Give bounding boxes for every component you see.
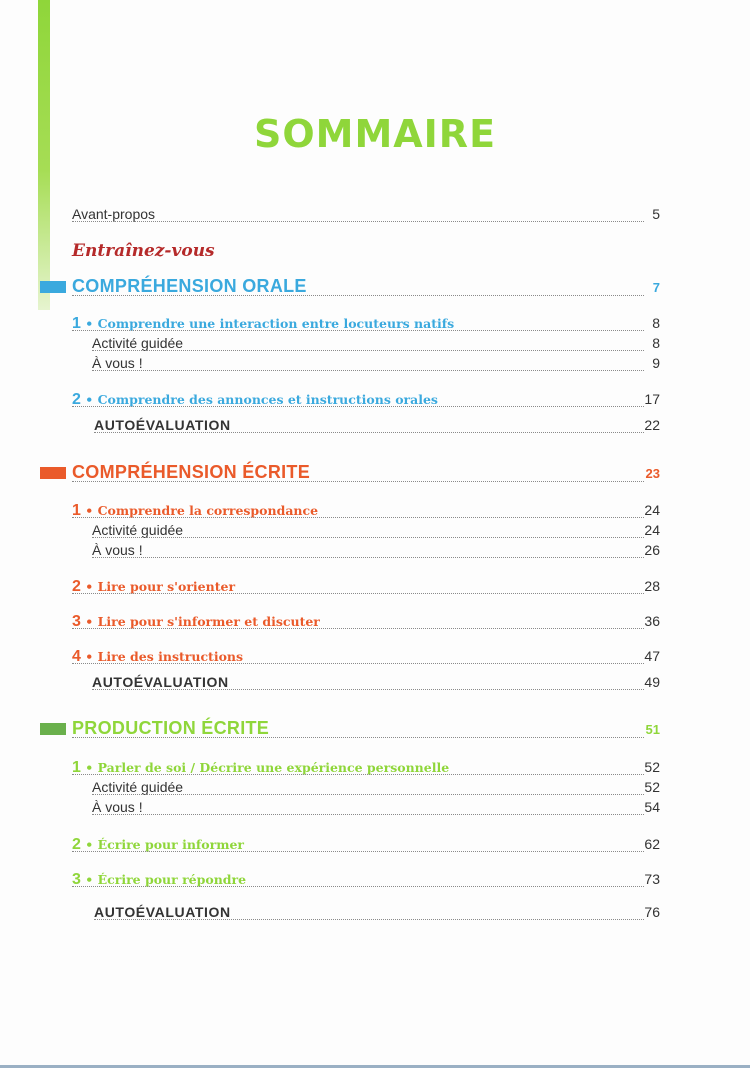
chapter-title: Lire pour s'orienter [97, 579, 236, 594]
chapter-number: 2 [72, 578, 81, 595]
toc-page-number: 8 [652, 315, 660, 331]
toc-subentry[interactable] [0, 335, 750, 357]
toc-page-number: 5 [652, 206, 660, 222]
toc-chapter[interactable]: 2 • Comprendre des annonces et instructions orales 17 [72, 391, 660, 408]
toc-label: Activité guidée [92, 335, 187, 351]
section-comprehension-ecrite[interactable] [0, 462, 750, 488]
toc-page-number: 9 [652, 355, 660, 371]
dot-leader [72, 517, 644, 518]
chapter-number: 2 [72, 836, 81, 853]
toc-subentry[interactable] [0, 522, 750, 544]
section-heading-entrainez: Entraînez-vous [72, 241, 215, 261]
chapter-title: Écrire pour répondre [97, 872, 247, 887]
chapter-number: 2 [72, 391, 81, 408]
toc-subentry[interactable] [0, 355, 750, 377]
dot-leader [92, 794, 644, 795]
section-color-marker [40, 723, 66, 735]
chapter-number: 1 [72, 315, 81, 332]
chapter-number: 3 [72, 613, 81, 630]
toc-subentry[interactable] [0, 799, 750, 821]
toc-chapter[interactable]: 3 • Écrire pour répondre 73 [72, 871, 660, 888]
chapter-number: 3 [72, 871, 81, 888]
page-title: SOMMAIRE [253, 112, 497, 156]
toc-subentry[interactable] [0, 779, 750, 801]
section-page-number: 51 [645, 722, 660, 737]
dot-leader [72, 330, 644, 331]
toc-page-number: 28 [644, 578, 660, 594]
chapter-title: Écrire pour informer [97, 837, 244, 852]
dot-leader [72, 593, 644, 594]
dot-leader [72, 886, 644, 887]
toc-label: Activité guidée [92, 779, 187, 795]
toc-page-number: 62 [644, 836, 660, 852]
toc-chapter[interactable]: 1 • Comprendre une interaction entre locuteurs natifs 8 [72, 315, 660, 332]
dot-leader [72, 481, 644, 482]
dot-leader [92, 350, 644, 351]
toc-chapter[interactable]: 1 • Comprendre la correspondance 24 [72, 502, 660, 519]
toc-entry-avant-propos[interactable] [0, 206, 750, 228]
section-title: PRODUCTION ÉCRITE [72, 718, 273, 739]
toc-page-number: 24 [644, 522, 660, 538]
dot-leader [92, 537, 644, 538]
dot-leader [72, 295, 644, 296]
section-production-ecrite[interactable] [0, 718, 750, 744]
dot-leader [92, 689, 644, 690]
toc-label: Activité guidée [92, 522, 187, 538]
toc-label: À vous ! [92, 542, 147, 558]
toc-label: AUTOÉVALUATION [94, 417, 235, 433]
section-page-number: 7 [652, 280, 660, 295]
toc-chapter[interactable]: 1 • Parler de soi / Décrire une expérience personnelle 52 [72, 759, 660, 776]
toc-autoevaluation[interactable] [0, 417, 750, 439]
toc-page-number: 52 [644, 779, 660, 795]
toc-page-number: 22 [644, 417, 660, 433]
section-page-number: 23 [645, 466, 660, 481]
toc-autoevaluation[interactable] [0, 904, 750, 926]
toc-label: À vous ! [92, 799, 147, 815]
dot-leader [72, 221, 644, 222]
dot-leader [72, 737, 644, 738]
dot-leader [92, 814, 644, 815]
toc-page-number: 76 [644, 904, 660, 920]
toc-page-number: 49 [644, 674, 660, 690]
dot-leader [92, 557, 644, 558]
toc-page-number: 24 [644, 502, 660, 518]
section-title: COMPRÉHENSION ORALE [72, 276, 311, 297]
toc-page-number: 54 [644, 799, 660, 815]
toc-label: À vous ! [92, 355, 147, 371]
toc-label: AUTOÉVALUATION [92, 674, 233, 690]
toc-page-number: 17 [644, 391, 660, 407]
toc-label: AUTOÉVALUATION [94, 904, 235, 920]
dot-leader [72, 406, 644, 407]
chapter-title: Parler de soi / Décrire une expérience personnelle [97, 760, 450, 775]
toc-subentry[interactable] [0, 542, 750, 564]
section-color-marker [40, 281, 66, 293]
chapter-title: Lire des instructions [97, 649, 244, 664]
chapter-number: 4 [72, 648, 81, 665]
dot-leader [92, 370, 644, 371]
dot-leader [72, 774, 644, 775]
chapter-title: Comprendre la correspondance [97, 503, 319, 518]
chapter-title: Comprendre des annonces et instructions orales [97, 392, 438, 407]
section-title: COMPRÉHENSION ÉCRITE [72, 462, 314, 483]
section-comprehension-orale[interactable] [0, 276, 750, 302]
dot-leader [72, 851, 644, 852]
chapter-title: Lire pour s'informer et discuter [97, 614, 320, 629]
toc-autoevaluation[interactable] [0, 674, 750, 696]
toc-page-number: 36 [644, 613, 660, 629]
toc-chapter[interactable]: 3 • Lire pour s'informer et discuter 36 [72, 613, 660, 630]
dot-leader [72, 663, 644, 664]
toc-page-number: 52 [644, 759, 660, 775]
chapter-title: Comprendre une interaction entre locuteurs natifs [97, 316, 455, 331]
toc-chapter[interactable]: 4 • Lire des instructions 47 [72, 648, 660, 665]
chapter-number: 1 [72, 502, 81, 519]
dot-leader [94, 432, 644, 433]
toc-label: Avant-propos [72, 206, 159, 222]
chapter-number: 1 [72, 759, 81, 776]
dot-leader [72, 628, 644, 629]
toc-chapter[interactable]: 2 • Écrire pour informer 62 [72, 836, 660, 853]
section-color-marker [40, 467, 66, 479]
toc-chapter[interactable]: 2 • Lire pour s'orienter 28 [72, 578, 660, 595]
toc-page-number: 26 [644, 542, 660, 558]
toc-page-number: 47 [644, 648, 660, 664]
toc-page-number: 73 [644, 871, 660, 887]
dot-leader [94, 919, 644, 920]
toc-page-number: 8 [652, 335, 660, 351]
